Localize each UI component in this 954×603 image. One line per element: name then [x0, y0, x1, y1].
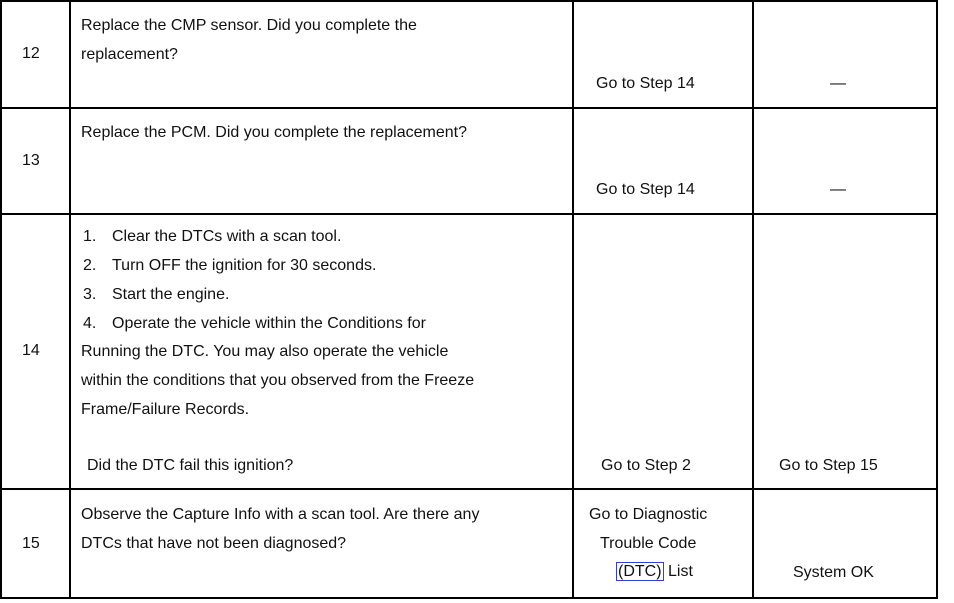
column-divider	[752, 0, 754, 599]
step-number: 12	[22, 45, 40, 62]
list-item-number: 3.	[83, 286, 97, 303]
row-divider	[0, 107, 938, 109]
list-item-text: Operate the vehicle within the Conditions for	[112, 315, 426, 332]
row-divider	[0, 597, 938, 599]
step-number: 14	[22, 342, 40, 359]
list-item-text: Turn OFF the ignition for 30 seconds.	[112, 257, 377, 274]
action-text: Replace the CMP sensor. Did you complete the	[81, 17, 417, 34]
column-divider	[69, 0, 71, 599]
list-item-number: 1.	[83, 228, 97, 245]
step-number: 13	[22, 152, 40, 169]
row-divider	[0, 0, 938, 2]
list-item-text: Start the engine.	[112, 286, 230, 303]
row-divider	[0, 488, 938, 490]
no-result: —	[830, 181, 846, 198]
yes-result: Go to Step 2	[601, 457, 691, 474]
action-text: Frame/Failure Records.	[81, 401, 250, 418]
no-result: —	[830, 75, 846, 92]
yes-result: Go to Step 14	[596, 181, 695, 198]
link-suffix: List	[663, 563, 693, 580]
step-number: 15	[22, 535, 40, 552]
row-divider	[0, 213, 938, 215]
list-item-number: 2.	[83, 257, 97, 274]
yes-result: Trouble Code	[600, 535, 697, 552]
yes-result: Go to Step 14	[596, 75, 695, 92]
dtc-list-link[interactable]: (DTC)	[618, 563, 662, 580]
action-text: within the conditions that you observed from the Freeze	[81, 372, 475, 389]
column-divider	[0, 0, 2, 599]
no-result: Go to Step 15	[779, 457, 878, 474]
column-divider	[572, 0, 574, 599]
yes-result-line	[616, 562, 693, 582]
yes-result: Go to Diagnostic	[589, 506, 708, 523]
list-item-text: Clear the DTCs with a scan tool.	[112, 228, 342, 245]
action-text: Replace the PCM. Did you complete the replacement?	[81, 124, 467, 141]
action-text: DTCs that have not been diagnosed?	[81, 535, 347, 552]
action-text: Running the DTC. You may also operate the vehicle	[81, 343, 449, 360]
list-item-number: 4.	[83, 315, 97, 332]
action-text: Observe the Capture Info with a scan tool. Are there any	[81, 506, 480, 523]
question-text: Did the DTC fail this ignition?	[87, 457, 294, 474]
no-result: System OK	[793, 564, 874, 581]
action-text: replacement?	[81, 46, 178, 63]
column-divider	[936, 0, 938, 599]
